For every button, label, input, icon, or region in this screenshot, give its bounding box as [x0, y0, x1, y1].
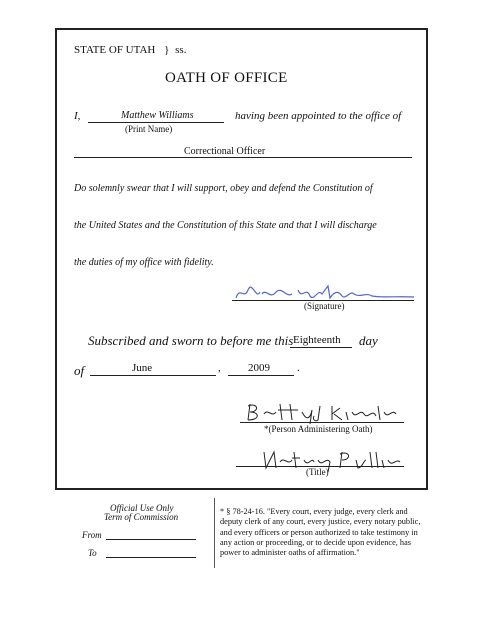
print-name-caption: (Print Name) [125, 124, 173, 134]
office-line [74, 157, 412, 158]
office-title: Correctional Officer [184, 146, 266, 157]
oath-line-1: Do solemnly swear that I will support, obey and defend the Constitution of [74, 183, 373, 194]
oath-line-3: the duties of my office with fidelity. [74, 257, 214, 268]
prefix-i: I, [74, 110, 81, 122]
state-ss: ss. [175, 44, 187, 56]
from-label: From [82, 530, 102, 540]
administrator-caption: *(Person Administering Oath) [264, 424, 373, 434]
statute-line-1: * § 78-24-16. "Every court, every judge, every clerk and [220, 507, 408, 516]
title-caption: (Title) [306, 467, 329, 477]
section-divider [214, 498, 215, 568]
printed-name: Matthew Williams [121, 110, 194, 121]
of-word: of [74, 363, 85, 378]
administrator-line [240, 422, 404, 423]
date-period: . [297, 362, 300, 374]
subscribed-text: Subscribed and sworn to before me this [88, 333, 294, 348]
day-line [290, 347, 352, 348]
name-line [88, 122, 224, 123]
month-line [90, 375, 216, 376]
to-field[interactable] [106, 557, 196, 558]
year-value: 2009 [248, 362, 270, 374]
statute-line-4: any action or proceeding, or to decide upon evidence, has [220, 537, 411, 547]
to-label: To [88, 548, 97, 558]
state-header [74, 44, 186, 56]
title-signature [260, 448, 405, 472]
appointment-suffix: having been appointed to the office of [235, 110, 402, 122]
statute-line-3: and every officers or person authorized to take testimony in [220, 527, 418, 537]
oath-line-2: the United States and the Constitution of this State and that I will discharge [74, 220, 377, 231]
term-heading: Term of Commission [104, 512, 179, 522]
statute-note [220, 507, 420, 558]
state-line: STATE OF UTAH [74, 44, 156, 56]
administrator-signature [240, 400, 405, 424]
statute-line-2: deputy clerk of any court, every justice, every notary public, [220, 517, 421, 527]
month-value: June [132, 362, 153, 374]
from-field[interactable] [106, 539, 196, 540]
official-use-heading: Official Use Only [110, 503, 174, 513]
state-brace: } [164, 44, 170, 56]
day-word: day [359, 333, 378, 348]
date-comma: , [218, 362, 221, 374]
page-title: OATH OF OFFICE [165, 70, 288, 86]
year-line [228, 375, 294, 376]
statute-line-5: power to administer oaths of affirmation." [220, 548, 360, 558]
day-value: Eighteenth [293, 334, 341, 346]
signature-caption: (Signature) [304, 301, 345, 311]
